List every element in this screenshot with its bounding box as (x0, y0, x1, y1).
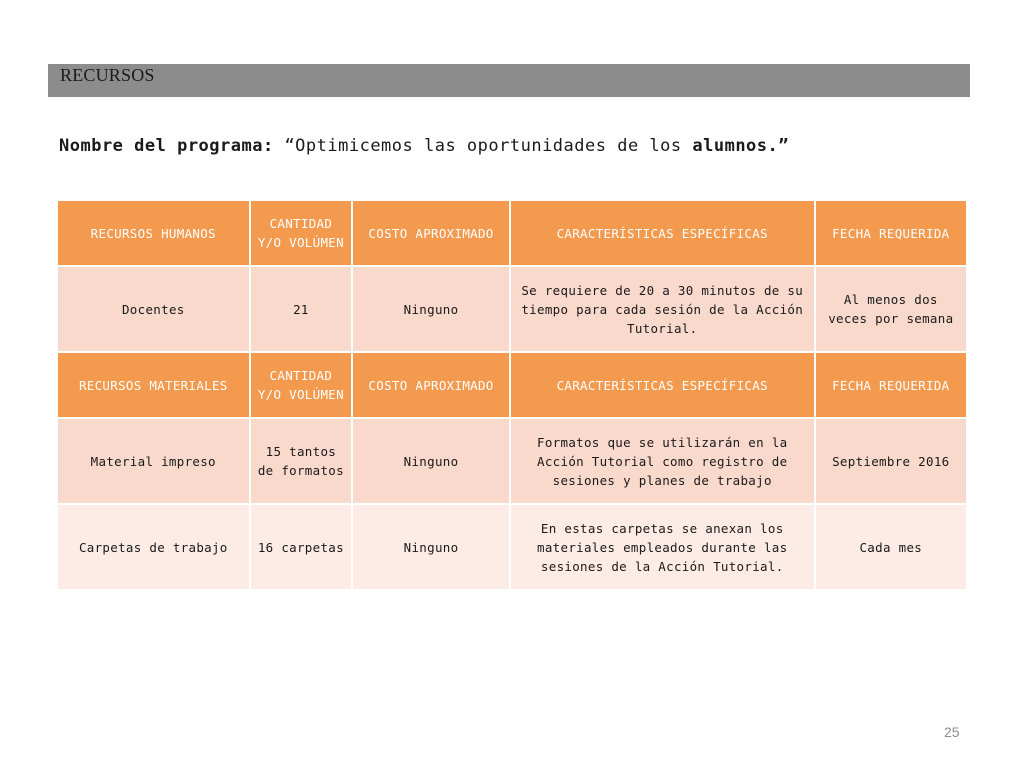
cell-resource: Docentes (57, 266, 250, 352)
resources-table (56, 199, 968, 591)
program-name-line (59, 136, 789, 156)
cell-cost: Ninguno (352, 418, 510, 504)
cell-characteristics: En estas carpetas se anexan los materiales empleados durante las sesiones de la Acción Tutorial. (510, 504, 815, 590)
table-row (57, 266, 967, 352)
cell-resource: Material impreso (57, 418, 250, 504)
section-title: RECURSOS (60, 65, 155, 85)
header-cell-characteristics: CARACTERÍSTICAS ESPECÍFICAS (510, 200, 815, 266)
cell-date: Al menos dos veces por semana (815, 266, 967, 352)
header-cell-quantity: CANTIDAD Y/O VOLÚMEN (250, 200, 353, 266)
table-row (57, 504, 967, 590)
cell-cost: Ninguno (352, 266, 510, 352)
header-cell-cost: COSTO APROXIMADO (352, 352, 510, 418)
cell-characteristics: Se requiere de 20 a 30 minutos de su tiempo para cada sesión de la Acción Tutorial. (510, 266, 815, 352)
cell-characteristics: Formatos que se utilizarán en la Acción Tutorial como registro de sesiones y planes de trabajo (510, 418, 815, 504)
program-name: “Optimicemos las oportunidades de los (273, 136, 693, 156)
page-number: 25 (944, 724, 960, 740)
cell-date: Septiembre 2016 (815, 418, 967, 504)
cell-quantity: 21 (250, 266, 353, 352)
header-cell-date: FECHA REQUERIDA (815, 352, 967, 418)
section-header-bar (48, 64, 970, 97)
header-cell-quantity: CANTIDAD Y/O VOLÚMEN (250, 352, 353, 418)
header-cell-characteristics: CARACTERÍSTICAS ESPECÍFICAS (510, 352, 815, 418)
header-cell-resource: RECURSOS MATERIALES (57, 352, 250, 418)
header-cell-resource: RECURSOS HUMANOS (57, 200, 250, 266)
cell-resource: Carpetas de trabajo (57, 504, 250, 590)
cell-quantity: 15 tantos de formatos (250, 418, 353, 504)
program-name-emphasis: alumnos.” (692, 136, 789, 156)
header-cell-cost: COSTO APROXIMADO (352, 200, 510, 266)
header-cell-date: FECHA REQUERIDA (815, 200, 967, 266)
table-header-row-human (57, 200, 967, 266)
cell-cost: Ninguno (352, 504, 510, 590)
table-row (57, 418, 967, 504)
table-header-row-material (57, 352, 967, 418)
cell-date: Cada mes (815, 504, 967, 590)
program-label: Nombre del programa: (59, 136, 274, 156)
cell-quantity: 16 carpetas (250, 504, 353, 590)
